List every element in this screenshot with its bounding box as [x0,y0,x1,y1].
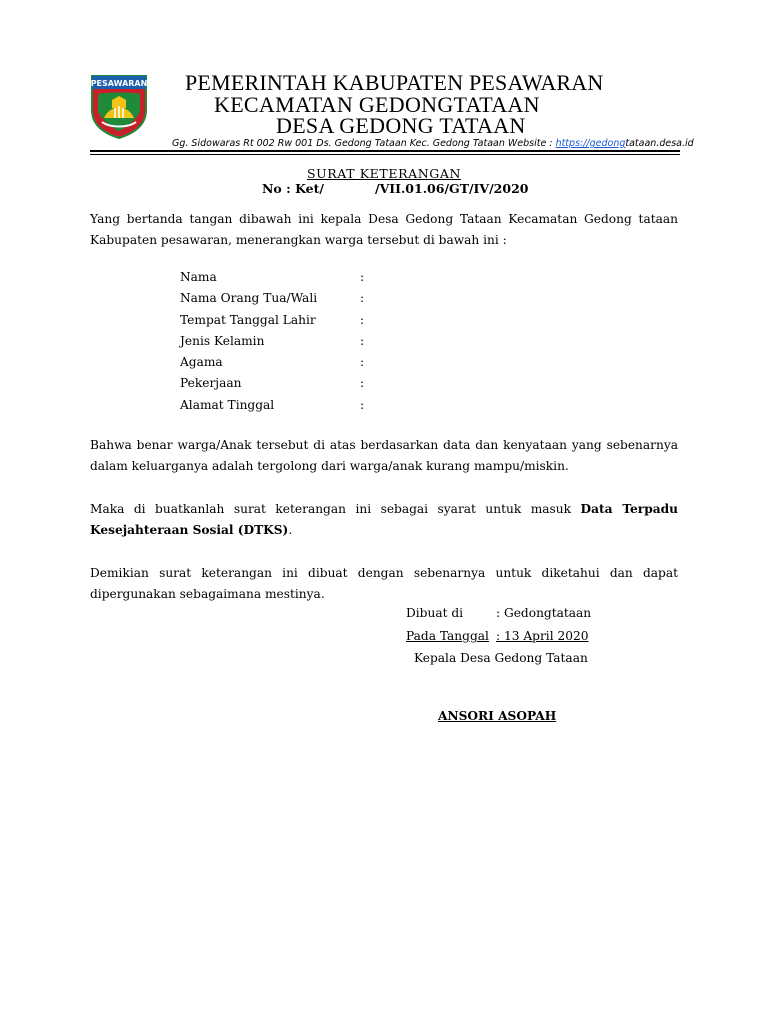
field-label-alamat-tinggal: Alamat Tinggal [180,398,275,412]
letterhead-village-title: DESA GEDONG TATAAN [276,113,526,138]
date-value: : 13 April 2020 [496,629,589,643]
made-at-label: Dibuat di [406,606,464,620]
field-colon-agama: : [360,355,365,369]
document-number-prefix: No : Ket/ [262,181,324,196]
intro-paragraph: Yang bertanda tangan dibawah ini kepala Desa Gedong Tataan Kecamatan Gedong tataan Kabupaten pesawaran, menerangkan warga tersebut di bawah ini : [90,212,678,247]
document-title-text: SURAT KETERANGAN [306,166,461,181]
field-colon-alamat-tinggal: : [360,398,365,412]
logo-text: PESAWARAN [90,79,148,88]
field-colon-nama-orang-tua: : [360,291,365,305]
signer-position: Kepala Desa Gedong Tataan [414,651,588,665]
field-label-nama-orang-tua: Nama Orang Tua/Wali [180,291,318,305]
letterhead-government-title: PEMERINTAH KABUPATEN PESAWARAN [185,70,604,95]
field-colon-pekerjaan: : [360,376,365,390]
address-tail: tataan.desa.id [625,138,694,149]
website-link[interactable]: https://gedong [555,138,626,149]
date-label: Pada Tanggal [406,629,489,643]
letterhead-divider-thick [90,150,680,152]
letterhead-divider-thin [90,154,680,155]
letterhead-district-title: KECAMATAN GEDONGTATAAN [214,92,540,117]
document-title [0,166,768,181]
field-colon-jenis-kelamin: : [360,334,365,348]
field-label-jenis-kelamin: Jenis Kelamin [180,334,265,348]
field-label-nama: Nama [180,270,217,284]
field-label-pekerjaan: Pekerjaan [180,376,242,390]
address-text: Gg. Sidowaras Rt 002 Rw 001 Ds. Gedong Tataan Kec. Gedong Tataan Website : [172,138,556,149]
field-label-agama: Agama [180,355,223,369]
purpose-end: . [288,523,293,537]
made-at-value: : Gedongtataan [496,606,592,620]
letterhead-address [172,138,694,149]
statement-paragraph: Bahwa benar warga/Anak tersebut di atas berdasarkan data dan kenyataan yang sebenarnya dalam keluarganya adalah tergolong dari warga/anak kurang mampu/miskin. [90,438,678,473]
signer-name: ANSORI ASOPAH [438,709,557,723]
dtks-program-name: Data Terpadu Kesejahteraan Sosial (DTKS) [90,502,678,537]
purpose-paragraph [90,499,678,541]
field-label-tempat-tanggal-lahir: Tempat Tanggal Lahir [180,313,316,327]
document-number-suffix: /VII.01.06/GT/IV/2020 [375,181,529,196]
pesawaran-emblem-logo [90,74,148,140]
field-colon-tempat-tanggal-lahir: : [360,313,365,327]
closing-paragraph: Demikian surat keterangan ini dibuat dengan sebenarnya untuk diketahui dan dapat dipergunakan sebagaimana mestinya. [90,566,678,601]
field-colon-nama: : [360,270,365,284]
purpose-text: Maka di buatkanlah surat keterangan ini sebagai syarat untuk masuk [90,502,581,516]
